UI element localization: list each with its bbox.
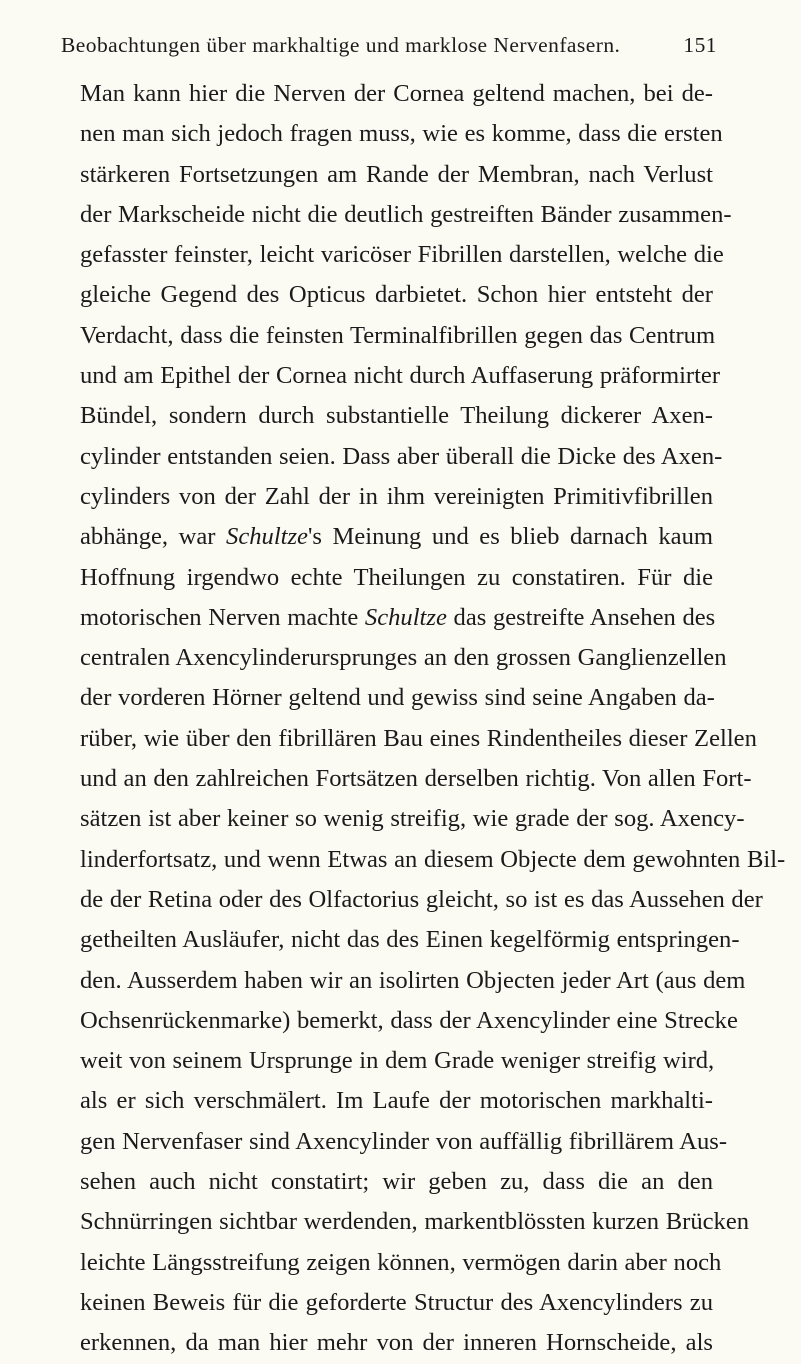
text-line: den. Ausserdem haben wir an isolirten Objecten jeder Art (aus dem bbox=[80, 966, 746, 994]
text-line: der vorderen Hörner geltend und gewiss sind seine Angaben da- bbox=[80, 684, 715, 712]
text-line: linderfortsatz, und wenn Etwas an diesem Objecte dem gewohnten Bil- bbox=[80, 845, 786, 873]
text-line: nen man sich jedoch fragen muss, wie es komme, dass die ersten bbox=[80, 120, 723, 148]
text-line: der Markscheide nicht die deutlich gestreiften Bänder zusammen- bbox=[80, 200, 732, 228]
text-line: sätzen ist aber keiner so wenig streifig, wie grade der sog. Axency- bbox=[80, 805, 745, 833]
text-line: und an den zahlreichen Fortsätzen derselben richtig. Von allen Fort- bbox=[80, 765, 752, 793]
text-line: stärkeren Fortsetzungen am Rande der Membran, nach Verlust bbox=[80, 160, 713, 188]
text-line: als er sich verschmälert. Im Laufe der motorischen markhalti- bbox=[80, 1087, 713, 1115]
text-line: gen Nervenfaser sind Axencylinder von auffällig fibrillärem Aus- bbox=[80, 1127, 728, 1155]
text-line: Man kann hier die Nerven der Cornea geltend machen, bei de- bbox=[80, 80, 713, 107]
text-line: Ochsenrückenmarke) bemerkt, dass der Axencylinder eine Strecke bbox=[80, 1006, 738, 1034]
text-line: Hoffnung irgendwo echte Theilungen zu constatiren. Für die bbox=[80, 563, 713, 591]
author-name-schultze: Schultze bbox=[226, 523, 308, 551]
text-line: Schnürringen sichtbar werdenden, markentblössten kurzen Brücken bbox=[80, 1208, 750, 1236]
text-line: erkennen, da man hier mehr von der inneren Hornscheide, als bbox=[80, 1329, 713, 1357]
page-number: 151 bbox=[683, 33, 717, 57]
text-line: de der Retina oder des Olfactorius gleicht, so ist es das Aussehen der bbox=[80, 885, 763, 913]
text-fragment: abhänge, war bbox=[80, 523, 227, 551]
text-line-with-author bbox=[80, 517, 713, 557]
text-line: centralen Axencylinderursprunges an den grossen Ganglienzellen bbox=[80, 644, 727, 672]
text-line: leichte Längsstreifung zeigen können, vermögen darin aber noch bbox=[80, 1248, 722, 1276]
text-line: und am Epithel der Cornea nicht durch Auffaserung präformirter bbox=[80, 362, 721, 390]
text-fragment: 's Meinung und es blieb darnach kaum bbox=[307, 523, 713, 551]
text-fragment: motorischen Nerven machte bbox=[80, 603, 365, 631]
text-line: keinen Beweis für die geforderte Structur des Axencylinders zu bbox=[80, 1288, 713, 1316]
text-fragment: das gestreifte Ansehen des bbox=[446, 603, 716, 631]
running-head bbox=[52, 30, 717, 60]
text-line: Verdacht, dass die feinsten Terminalfibrillen gegen das Centrum bbox=[80, 321, 716, 349]
author-name-schultze: Schultze bbox=[364, 603, 447, 631]
text-line: gleiche Gegend des Opticus darbietet. Schon hier entsteht der bbox=[80, 281, 713, 309]
body-text bbox=[80, 74, 786, 1364]
text-line: rüber, wie über den fibrillären Bau eines Rindentheiles dieser Zellen bbox=[80, 724, 757, 752]
text-line: getheilten Ausläufer, nicht das des Einen kegelförmig entspringen- bbox=[80, 926, 740, 954]
text-line: sehen auch nicht constatirt; wir geben zu, dass die an den bbox=[80, 1168, 713, 1196]
text-line-with-author bbox=[80, 598, 716, 638]
running-head-title: Beobachtungen über markhaltige und marklose Nervenfasern. bbox=[61, 33, 621, 57]
text-line: gefasster feinster, leicht varicöser Fibrillen darstellen, welche die bbox=[80, 241, 724, 269]
text-line: cylinder entstanden seien. Dass aber überall die Dicke des Axen- bbox=[80, 442, 723, 470]
text-line: Bündel, sondern durch substantielle Theilung dickerer Axen- bbox=[80, 402, 713, 430]
text-line: cylinders von der Zahl der in ihm vereinigten Primitivfibrillen bbox=[80, 482, 713, 510]
text-line: weit von seinem Ursprunge in dem Grade weniger streifig wird, bbox=[80, 1047, 715, 1075]
